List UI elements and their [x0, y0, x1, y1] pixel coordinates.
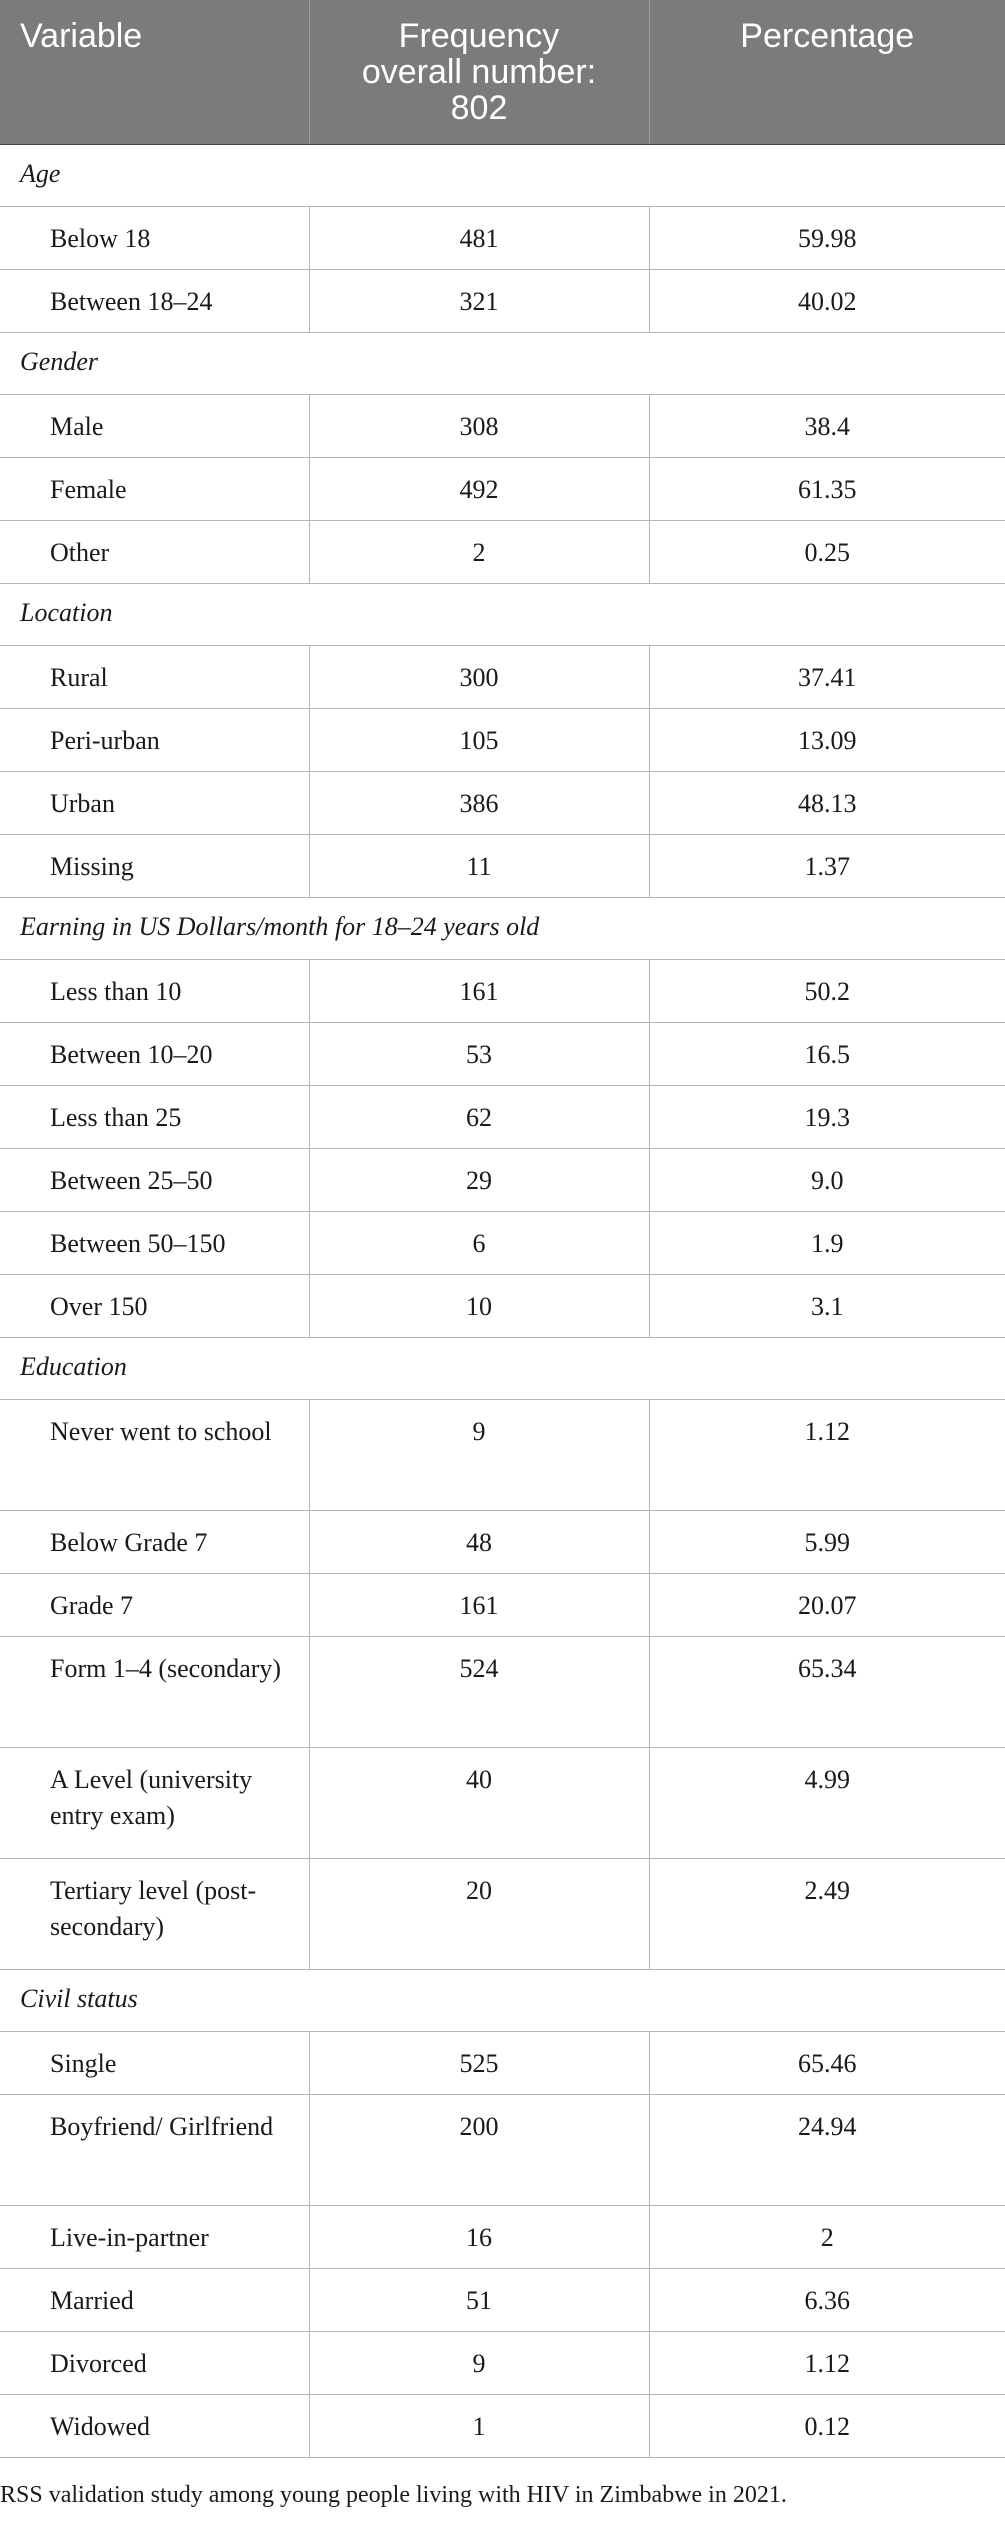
table-row: [0, 1275, 1005, 1338]
table-row: [0, 1400, 1005, 1511]
section-header-row: [0, 1970, 1005, 2032]
row-frequency: 9: [309, 2332, 649, 2395]
row-frequency: 492: [309, 458, 649, 521]
section-title: Civil status: [0, 1970, 1005, 2032]
row-label: Missing: [0, 835, 309, 898]
row-percentage: 0.25: [649, 521, 1005, 584]
row-label: Between 10–20: [0, 1023, 309, 1086]
table-row: [0, 772, 1005, 835]
row-percentage: 1.9: [649, 1212, 1005, 1275]
section-title: Earning in US Dollars/month for 18–24 years old: [0, 898, 1005, 960]
row-frequency: 40: [309, 1748, 649, 1859]
table-row: [0, 2032, 1005, 2095]
row-frequency: 48: [309, 1511, 649, 1574]
table-header-row: [0, 0, 1005, 145]
row-label: Less than 10: [0, 960, 309, 1023]
row-label: Peri-urban: [0, 709, 309, 772]
row-frequency: 321: [309, 270, 649, 333]
header-frequency-line3: 802: [450, 89, 508, 127]
row-label: Divorced: [0, 2332, 309, 2395]
table-row: [0, 2332, 1005, 2395]
row-frequency: 16: [309, 2206, 649, 2269]
section-title: Education: [0, 1338, 1005, 1400]
row-frequency: 308: [309, 395, 649, 458]
row-label: Below Grade 7: [0, 1511, 309, 1574]
table-row: [0, 2095, 1005, 2206]
row-percentage: 0.12: [649, 2395, 1005, 2458]
table-row: [0, 395, 1005, 458]
row-label: Never went to school: [0, 1400, 309, 1511]
row-label: Tertiary level (post-secondary): [0, 1859, 309, 1970]
row-label: A Level (university entry exam): [0, 1748, 309, 1859]
row-label: Single: [0, 2032, 309, 2095]
section-header-row: [0, 333, 1005, 395]
row-percentage: 1.12: [649, 2332, 1005, 2395]
row-label: Form 1–4 (secondary): [0, 1637, 309, 1748]
row-label: Between 25–50: [0, 1149, 309, 1212]
header-percentage: Percentage: [649, 0, 1005, 145]
header-frequency: [309, 0, 649, 145]
row-percentage: 1.37: [649, 835, 1005, 898]
row-label: Married: [0, 2269, 309, 2332]
row-percentage: 50.2: [649, 960, 1005, 1023]
row-label: Widowed: [0, 2395, 309, 2458]
row-frequency: 524: [309, 1637, 649, 1748]
row-label: Between 50–150: [0, 1212, 309, 1275]
header-frequency-line2: overall number:: [361, 53, 597, 91]
row-frequency: 200: [309, 2095, 649, 2206]
table-row: [0, 2269, 1005, 2332]
row-label: Live-in-partner: [0, 2206, 309, 2269]
row-label: Male: [0, 395, 309, 458]
row-percentage: 3.1: [649, 1275, 1005, 1338]
section-title: Gender: [0, 333, 1005, 395]
row-percentage: 65.46: [649, 2032, 1005, 2095]
row-frequency: 300: [309, 646, 649, 709]
section-title: Location: [0, 584, 1005, 646]
row-percentage: 4.99: [649, 1748, 1005, 1859]
row-percentage: 59.98: [649, 207, 1005, 270]
table-row: [0, 1149, 1005, 1212]
row-frequency: 10: [309, 1275, 649, 1338]
table-row: [0, 1212, 1005, 1275]
row-percentage: 24.94: [649, 2095, 1005, 2206]
row-frequency: 2: [309, 521, 649, 584]
table-row: [0, 458, 1005, 521]
row-percentage: 2: [649, 2206, 1005, 2269]
row-frequency: 62: [309, 1086, 649, 1149]
header-variable: Variable: [0, 0, 309, 145]
row-frequency: 53: [309, 1023, 649, 1086]
table-row: [0, 1086, 1005, 1149]
row-percentage: 16.5: [649, 1023, 1005, 1086]
table-row: [0, 207, 1005, 270]
table-row: [0, 2395, 1005, 2458]
section-header-row: [0, 1338, 1005, 1400]
row-percentage: 5.99: [649, 1511, 1005, 1574]
row-frequency: 1: [309, 2395, 649, 2458]
table-row: [0, 960, 1005, 1023]
table-row: [0, 1859, 1005, 1970]
row-percentage: 65.34: [649, 1637, 1005, 1748]
row-percentage: 2.49: [649, 1859, 1005, 1970]
table-body: [0, 145, 1005, 2458]
row-frequency: 6: [309, 1212, 649, 1275]
row-frequency: 20: [309, 1859, 649, 1970]
table-row: [0, 646, 1005, 709]
row-label: Grade 7: [0, 1574, 309, 1637]
row-label: Rural: [0, 646, 309, 709]
row-frequency: 525: [309, 2032, 649, 2095]
row-label: Less than 25: [0, 1086, 309, 1149]
section-header-row: [0, 584, 1005, 646]
row-percentage: 37.41: [649, 646, 1005, 709]
table-footnote: RSS validation study among young people living with HIV in Zimbabwe in 2021.: [0, 2482, 787, 2508]
table-row: [0, 709, 1005, 772]
row-frequency: 11: [309, 835, 649, 898]
row-percentage: 40.02: [649, 270, 1005, 333]
row-frequency: 481: [309, 207, 649, 270]
row-percentage: 6.36: [649, 2269, 1005, 2332]
row-frequency: 161: [309, 1574, 649, 1637]
row-percentage: 19.3: [649, 1086, 1005, 1149]
section-title: Age: [0, 145, 1005, 207]
row-label: Female: [0, 458, 309, 521]
row-percentage: 38.4: [649, 395, 1005, 458]
table-row: [0, 1511, 1005, 1574]
row-frequency: 105: [309, 709, 649, 772]
table-row: [0, 270, 1005, 333]
row-percentage: 61.35: [649, 458, 1005, 521]
header-frequency-line1: Frequency: [398, 17, 560, 55]
row-frequency: 386: [309, 772, 649, 835]
row-label: Below 18: [0, 207, 309, 270]
row-label: Over 150: [0, 1275, 309, 1338]
row-percentage: 20.07: [649, 1574, 1005, 1637]
table-row: [0, 1748, 1005, 1859]
row-label: Between 18–24: [0, 270, 309, 333]
table-row: [0, 2206, 1005, 2269]
table-row: [0, 1637, 1005, 1748]
row-frequency: 161: [309, 960, 649, 1023]
row-frequency: 9: [309, 1400, 649, 1511]
section-header-row: [0, 145, 1005, 207]
section-header-row: [0, 898, 1005, 960]
row-percentage: 13.09: [649, 709, 1005, 772]
row-frequency: 29: [309, 1149, 649, 1212]
row-percentage: 1.12: [649, 1400, 1005, 1511]
row-percentage: 9.0: [649, 1149, 1005, 1212]
row-frequency: 51: [309, 2269, 649, 2332]
table-row: [0, 1574, 1005, 1637]
row-label: Boyfriend/ Girlfriend: [0, 2095, 309, 2206]
row-label: Other: [0, 521, 309, 584]
row-label: Urban: [0, 772, 309, 835]
table-row: [0, 835, 1005, 898]
row-percentage: 48.13: [649, 772, 1005, 835]
table-row: [0, 521, 1005, 584]
table-row: [0, 1023, 1005, 1086]
